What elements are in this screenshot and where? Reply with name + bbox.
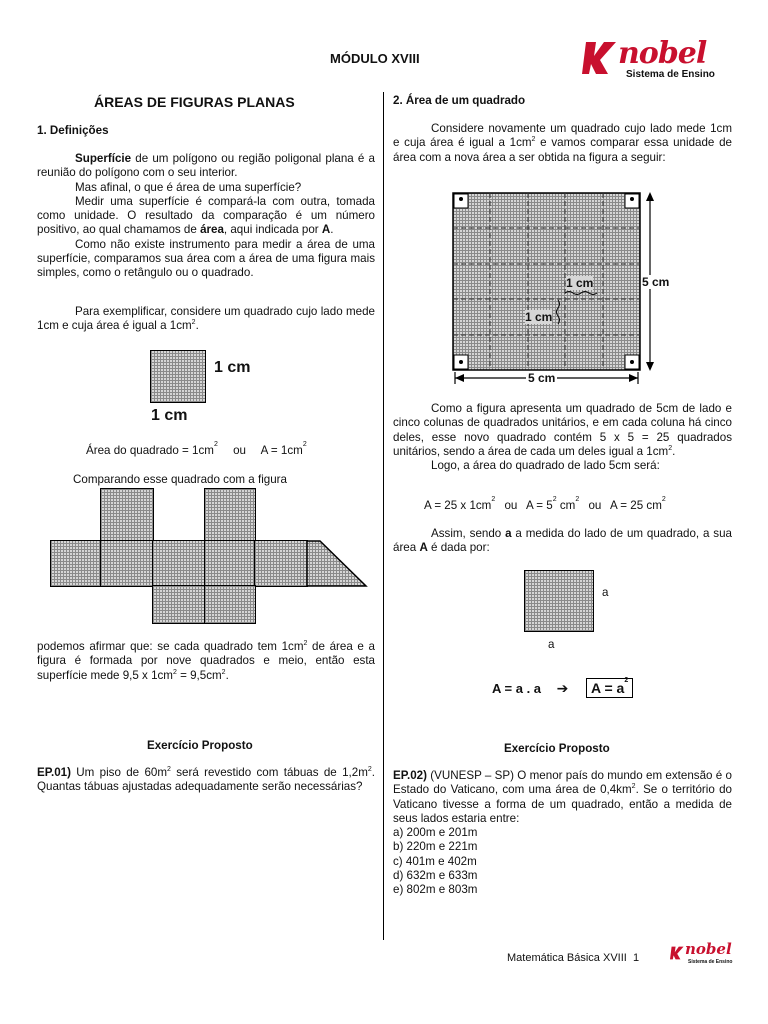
area-formula-line: A = 25 x $1cm^2$ ou $A = 5^2$ $cm^2$ ou A = 25 $cm^2$	[424, 496, 666, 512]
square-intro-text: Considere novamente um quadrado cujo lado mede 1cm e cuja área é igual a $1cm^2$ e vamos comparar essa unidade de área com a nova área a ser obtida na figura a seguir:	[393, 122, 732, 164]
five-cm-square-drawing	[450, 190, 710, 390]
option-d: d) 632m e 633m	[393, 869, 478, 883]
unit-cell	[254, 540, 308, 587]
option-e: e) 802m e 803m	[393, 883, 478, 897]
exercise-heading-right: Exercício Proposto	[504, 742, 610, 755]
side-label-bottom: a	[548, 638, 555, 651]
unit-label-bottom: 1 cm	[151, 407, 188, 424]
five-by-five-figure	[450, 190, 710, 390]
side-label-right: a	[602, 586, 609, 599]
half-square-triangle	[306, 540, 368, 587]
composite-figure	[50, 488, 370, 624]
compare-text: Comparando esse quadrado com a figura	[73, 473, 287, 486]
definitions-heading: 1. Definições	[37, 124, 109, 137]
section-title: ÁREAS DE FIGURAS PLANAS	[94, 94, 295, 110]
option-a: a) 200m e 201m	[393, 826, 478, 840]
exercise-ep01: EP.01) Um piso de $60m^2$ será revestido com tábuas de $1,2m^2$. Quantas tábuas ajustadas adequadamente serão necessárias?	[37, 766, 375, 794]
unit-area-formula: Área do quadrado = $1cm^2$ ou $A = 1cm^2$	[86, 441, 307, 457]
one-cm-label-a: 1 cm	[566, 276, 594, 290]
unit-label-right: 1 cm	[214, 359, 251, 376]
footer-logo	[670, 942, 734, 970]
unit-cell	[50, 540, 102, 587]
example-text: Para exemplificar, considere um quadrado cujo lado mede 1cm e cuja área é igual a $1cm^2$.	[37, 305, 375, 333]
footer-text: Matemática Básica XVIII 1	[507, 952, 640, 964]
unit-cell	[204, 585, 256, 624]
exercise-ep02: EP.02) (VUNESP – SP) O menor país do mundo em extensão é o Estado do Vaticano, com uma área de $0,4km^2$. Se o território do Vaticano tivesse a forma de um quadrado, então a medida de seus lados estaria entre: a) 200m e 201m b) 220m e 221m c) 401m e 402m d) 632m e 633m e) 802m e 803m	[393, 769, 732, 897]
conclusion-text: podemos afirmar que: se cada quadrado tem $1cm^2$ de área e a figura é formada por nove quadrados e meio, então esta superfície mede 9,5 x $1cm^2 = 9,5cm^2$.	[37, 640, 375, 682]
exercise-heading-left: Exercício Proposto	[147, 739, 253, 752]
right-arrow-icon: ➔	[556, 680, 569, 696]
footer-brand-sub: Sistema de Ensino	[688, 959, 733, 965]
unit-cell	[204, 540, 256, 587]
page-number: 1	[632, 952, 640, 964]
definitions-text: Superfície de um polígono ou região poligonal plana é a reunião do polígono com o seu interior. Mas afinal, o que é área de uma superfície? Medir uma superfície é compará-la com outra, tomada como unidade. O resultado da comparação é um número positivo, ao qual chamamos de área, aqui indicada por A. Como não existe instrumento para medir a área de uma superfície, comparamos sua área com a área de uma figura mais simples, como o retângulo ou o quadrado.	[37, 152, 375, 280]
boxed-formula: $A = a^2$	[586, 678, 633, 698]
one-cm-label-b: 1 cm	[525, 310, 553, 324]
general-formula-text: Assim, sendo a a medida do lado de um quadrado, a sua área A é dada por:	[393, 527, 733, 555]
unit-cell	[204, 488, 256, 542]
square-area-heading: 2. Área de um quadrado	[393, 94, 526, 107]
side-a-square	[524, 570, 594, 632]
footer-brand: nobel	[685, 940, 732, 958]
option-b: b) 220m e 221m	[393, 840, 478, 854]
unit-cell	[100, 540, 154, 587]
area-equation: A = a . a ➔ $A = a^2$	[492, 680, 633, 697]
nobel-logo-icon	[582, 38, 622, 78]
unit-cell	[152, 540, 206, 587]
option-c: c) 401m e 402m	[393, 854, 477, 868]
brand-subtitle: Sistema de Ensino	[626, 69, 715, 80]
brand-name: nobel	[618, 36, 707, 71]
unit-square-figure	[150, 350, 206, 403]
square-explanation: Como a figura apresenta um quadrado de 5cm de lado e cinco colunas de quadrados unitários, e em cada coluna há cinco deles, esse novo quadrado contém 5 x 5 = 25 quadrados unitários, sendo a área de cada um deles igual a $1cm^2$. Logo, a área do quadrado de lado 5cm será:	[393, 402, 732, 473]
five-cm-label-right: 5 cm	[642, 275, 670, 289]
unit-cell	[100, 488, 154, 542]
brand-logo	[582, 38, 732, 86]
unit-cell	[152, 585, 206, 624]
five-cm-label-bottom: 5 cm	[528, 371, 556, 385]
module-title: MÓDULO XVIII	[330, 51, 420, 66]
nobel-logo-small-icon	[670, 944, 686, 962]
column-divider	[383, 92, 384, 940]
